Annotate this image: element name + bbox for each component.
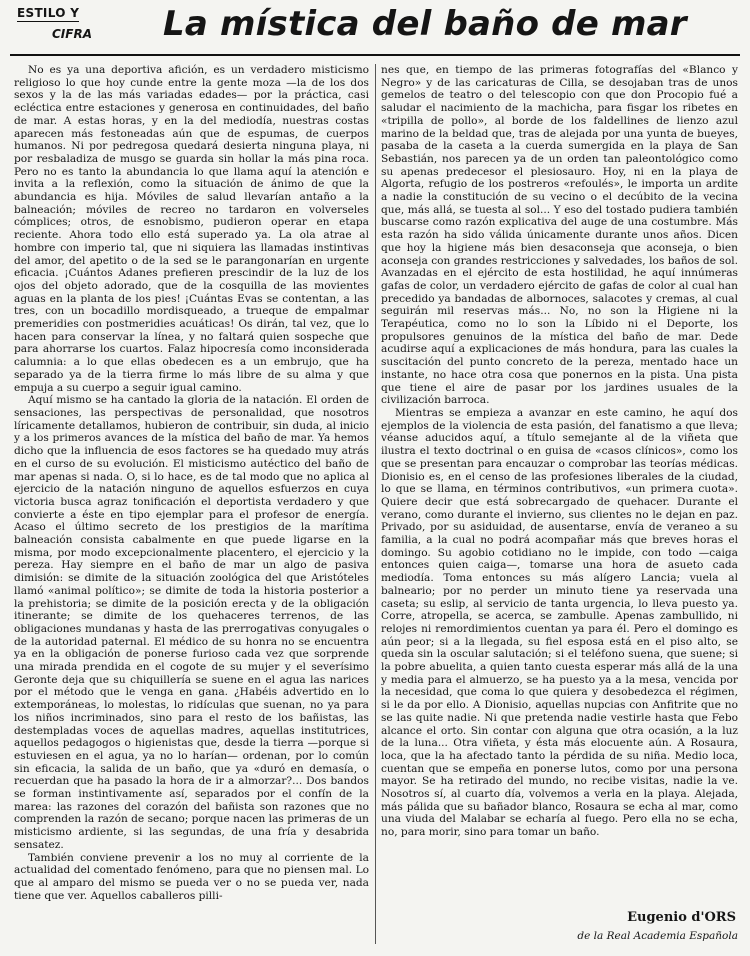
header-rule bbox=[10, 54, 740, 56]
right-column bbox=[381, 64, 738, 849]
column-divider bbox=[375, 64, 376, 944]
section-label: ESTILO Y bbox=[17, 6, 80, 20]
paragraph: Aquí mismo se ha cantado la gloria de la natación. El orden de sensaciones, las perspectivas de personalidad, que nosotros líricamente detallamos, hubieron de contribuir, sin duda, al inicio y a los primeros avances de la mística del baño de mar. Ya hemos dicho que la influencia de esos factores se ha quedado muy atrás en el curso de su evolución. El misticismo autéctico del baño de mar apenas si nada. O, si lo hace, es de tal modo que no aplica al ejercicio de la natación ninguno de aquellos esfuerzos en cuya victoria busca agraz tonificación el deportista verdadero y que convierte a éste en tipo ejemplar para el profesor de energía. Acaso el último secreto de los prestigios de la marítima balneación consista cabalmente en que puede ligarse en la misma, por modo excepcionalmente placentero, el ejercicio y la pereza. Hay siempre en el baño de mar un algo de pasiva dimisión: se dimite de la situación zoológica del que Aristóteles llamó «animal político»; se dimite de toda la historia posterior a la prehistoria; se dimite de la posición erecta y de la obligación itinerante; se dimite de los quehaceres terrenos, de las obligaciones mundanas y hasta de las prerrogativas conyugales o de la autoridad paternal. El médico de su honra no se encuentra ya en la obligación de ponerse furioso cada vez que sorprende una mirada prendida en el cogote de su mujer y el severísimo Geronte deja que su chiquillería se suene en el agua las narices por el método que le venga en gana. ¿Habéis advertido en lo extemporáneas, lo molestas, lo ridículas que suenan, no ya para los niños incriminados, sino para el resto de los bañistas, las destempladas voces de aquellas madres, aquellas institutrices, aquellos pedagogos o higienistas que, desde la tierra —porque si estuviesen en el agua, ya no lo harían— ordenan, por lo común sin eficacia, la salida de un baño, que ya «duró en demasía, o recuerdan que ha pasado la hora de ir a almorzar?... Dos bandos se forman instintivamente así, separados por el confín de la marea: las razones del corazón del bañista son razones que no comprenden la razón de secano; porque nacen las primeras de un misticismo ardiente, si las segundas, de una fría y desabrida sensatez. bbox=[14, 394, 369, 851]
subsection-label: CIFRA bbox=[52, 27, 92, 41]
left-column bbox=[14, 64, 369, 909]
paragraph: No es ya una deportiva afición, es un verdadero misticismo religioso lo que hoy cunde entre la gente moza —la de los dos sexos y la de las más variadas edades— por la práctica, casi ecléctica entre estaciones y generosa en continuidades, del baño de mar. A estas horas, y en la del mediodía, nuestras costas aparecen más festoneadas aún que de espumas, de cuerpos humanos. Ni por pedregosa quedará desierta ninguna playa, ni por resbaladiza de musgo se guarda sin hollar la más pina roca. Pero no es tanto la abundancia lo que llama aquí la atención e invita a la reflexión, como la situación de ánimo de que la abundancia es hija. Móviles de salud llevarían antaño a la balneación; móviles de recreo no tardaron en volverseles cómplices; otros, de esnobismo, pudieron operar en etapa reciente. Ahora todo ello está superado ya. La ola atrae al hombre con imperio tal, que ni siquiera las llamadas instintivas del amor, del apetito o de la sed se le parangonarían en urgente eficacia. ¡Cuántos Adanes prefieren prescindir de la luz de los ojos del objeto adorado, que de la cosquilla de las movientes aguas en la planta de los pies! ¡Cuántas Evas se contentan, a las tres, con un bocadillo mordisqueado, a trueque de empalmar premeridies con postmeridies acuáticas! Os dirán, tal vez, que lo hacen para conservar la línea, y no faltará quien sospeche que para ahorrarse los cuartos. Falaz hipocresía como inconsiderada calumnia: a lo que ellas obedecen es a un embrujo, que ha separado ya de la tierra firme lo más libre de su alma y que empuja a su cuerpo a seguir igual camino. bbox=[14, 64, 369, 394]
author-affiliation: de la Real Academia Española bbox=[577, 930, 738, 942]
paragraph: Mientras se empieza a avanzar en este camino, he aquí dos ejemplos de la violencia de esta pasión, del fanatismo a que lleva; véanse aducidos aquí, a título semejante al de la viñeta que ilustra el texto doctrinal o en guisa de «casos clínicos», como los que se presentan para encauzar o comprobar las teorías médicas. Dionisio es, en el censo de las profesiones liberales de la ciudad, lo que se llama, en términos contributivos, «un primera cuota». Quiere decir que está sobrecargado de quehacer. Durante el verano, como durante el invierno, sus clientes no le dejan en paz. Privado, por su asiduidad, de ausentarse, envía de veraneo a su familia, a la cual no podrá acompañar más que breves horas el domingo. Su agobio cotidiano no le impide, con todo —caiga entonces quien caiga—, tomarse una hora de asueto cada mediodía. Toma entonces su más alígero Lancia; vuela al balneario; por no perder un minuto tiene ya reservada una caseta; su eslip, al servicio de tanta urgencia, lo lleva puesto ya. Corre, atropella, se acerca, se zambulle. Apenas zambullido, ni relojes ni remordimientos cuentan ya para él. Pero el domingo es aún peor; si a la llegada, su fiel esposa está en el piso alto, se queda sin la oscular salutación; si el teléfono suena, que suene; si la pobre abuelita, a quien tanto cuesta esperar más allá de la una y media para el almuerzo, se ha puesto ya a la mesa, vencida por la necesidad, que coma lo que quiera y desobedezca el régimen, si le da por ello. A Dionisio, aquellas nupcias con Anfitrite que no se las quite nadie. Ni que pretenda nadie vestirle hasta que Febo alcance el orto. Sin contar con alguna que otra ocasión, a la luz de la luna... Otra viñeta, y ésta más elocuente aún. A Rosaura, loca, que la ha afectado tanto la pérdida de su niña. Medio loca, cuentan que se empeña en ponerse lutos, como por una persona mayor. Se ha retirado del mundo, no recibe visitas, nadie la ve. Nosotros sí, al cuarto día, volvemos a verla en la playa. Alejada, más pálida que su bañador blanco, Rosaura se echa al mar, como una viuda del Malabar se echaría al fuego. Pero ella no se echa, no, para morir, sino para tomar un baño. bbox=[381, 406, 738, 839]
author-signature: Eugenio d'ORS bbox=[627, 910, 736, 925]
paragraph: También conviene prevenir a los no muy al corriente de la actualidad del comentado fenómeno, para que no piensen mal. Lo que al amparo del mismo se pueda ver o no se pueda ver, nada tiene que ver. Aquellos caballeros pilli- bbox=[14, 851, 369, 902]
article-title: La mística del baño de mar bbox=[163, 4, 687, 44]
paragraph: nes que, en tiempo de las primeras fotografías del «Blanco y Negro» y de las caricaturas de Cilla, se desojaban tras de unos gemelos de teatro o del telescopio con que don Procopio fué a saludar el nacimiento de la machicha, para fisgar los ribetes en «tripilla de pollo», al borde de los faldellines de lienzo azul marino de la beldad que, tras de alejada por una yunta de bueyes, pasaba de la caseta a la cuerda sumergida en la playa de San Sebastián, nos parecen ya de un orden tan paleontológico como su apenas predecesor el plesiosauro. Hoy, ni en la playa de Algorta, refugio de los postreros «refoulés», le importa un ardite a nadie la constitución de su vecino o el decúbito de la vecina que, más allá, se tuesta al sol... Y eso del tostado pudiera también buscarse como razón explicativa del auge de una costumbre. Más esta razón ha sido válida únicamente durante unos años. Dicen que hoy la higiene más bien desaconseja que aconseja, o bien aconseja con grandes restricciones y salvedades, los baños de sol. Avanzadas en el ejército de esta hostilidad, he aquí innúmeras gafas de color, un verdadero ejército de gafas de color al cual han precedido ya bandadas de albornoces, salacotes y cremas, al cual seguirán mil reservas más... No, no son la Higiene ni la Terapéutica, como no lo son la Líbido ni el Deporte, los propulsores genuinos de la mística del baño de mar. Dede acudirse aquí a explicaciones de más hondura, para las cuales la suscitación del punto concreto de la pereza, mentado hace un instante, no hace otra cosa que ponernos en la pista. Una pista que tiene el aire de pasar por los jardines usuales de la civilización barroca. bbox=[381, 64, 738, 407]
